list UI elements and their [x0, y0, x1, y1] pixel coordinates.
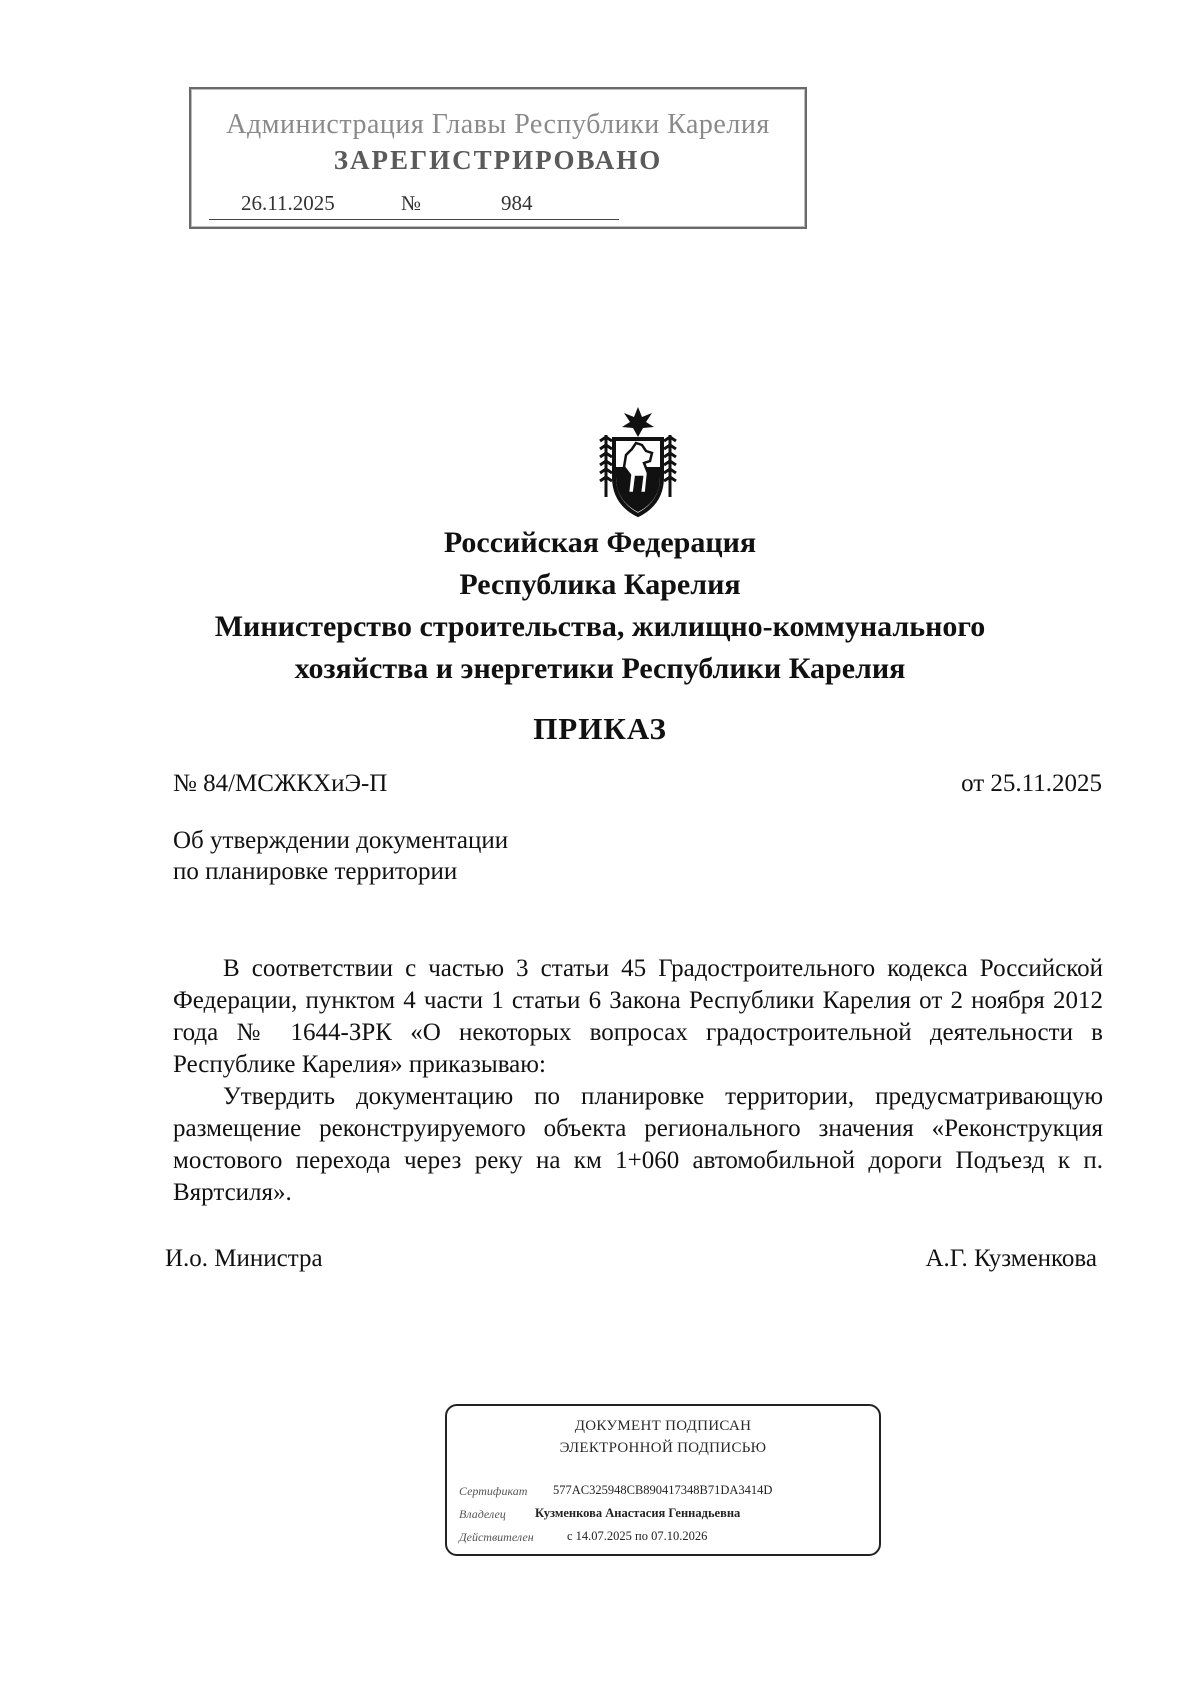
esig-owner-value: Кузменкова Анастасия Геннадьевна — [535, 1506, 741, 1520]
esig-certificate-label: Сертификат — [459, 1484, 528, 1498]
signatory-position: И.о. Министра — [165, 1245, 323, 1272]
registration-stamp-title: Администрация Главы Республики Карелия — [226, 109, 770, 140]
signatory-name: А.Г. Кузменкова — [925, 1245, 1097, 1272]
header-country: Российская Федерация — [443, 526, 757, 559]
registration-date: 26.11.2025 — [241, 191, 335, 215]
order-subject-line1: Об утверждении документации — [173, 827, 509, 854]
registration-stamp-status: ЗАРЕГИСТРИРОВАНО — [333, 145, 663, 175]
body-paragraph-1: В соответствии с частью 3 статьи 45 Градостроительного кодекса Российской Федерации, пунктом 4 части 1 статьи 6 Закона Республики Карелия от 2 ноября 2012 года № 1644-ЗРК «О некоторых вопросах градостроительной деятельности в Республике Карелия» приказываю: — [173, 955, 1103, 1078]
order-subject-line2: по планировке территории — [173, 858, 458, 885]
order-number: № 84/МСЖКХиЭ-П — [173, 770, 388, 797]
registration-number-sign: № — [401, 191, 422, 215]
esig-heading-line2: ЭЛЕКТРОННОЙ ПОДПИСЬЮ — [559, 1440, 767, 1456]
esig-certificate-value: 577AC325948CB890417348B71DA3414D — [553, 1483, 773, 1497]
header-ministry-line1: Министерство строительства, жилищно-коммунального — [214, 610, 986, 643]
order-date: от 25.11.2025 — [961, 770, 1102, 797]
order-subject — [173, 825, 508, 887]
registration-stamp — [189, 87, 807, 229]
esig-validity-value: с 14.07.2025 по 07.10.2026 — [567, 1529, 708, 1543]
body-paragraph-2: Утвердить документацию по планировке территории, предусматривающую размещение реконструируемого объекта регионального значения «Реконструкция мостового перехода через реку на км 1+060 автомобильной дороги Подъезд к п. Вяртсиля». — [173, 1083, 1103, 1206]
esig-heading-line1: ДОКУМЕНТ ПОДПИСАН — [574, 1418, 752, 1434]
header-republic: Республика Карелия — [459, 568, 741, 601]
karelia-coat-of-arms-icon — [592, 405, 684, 523]
header-ministry-line2: хозяйства и энергетики Республики Карелия — [294, 652, 906, 685]
registration-number: 984 — [501, 191, 533, 215]
esig-owner-label: Владелец — [459, 1507, 506, 1521]
order-title: ПРИКАЗ — [533, 711, 667, 746]
electronic-signature-stamp — [445, 1404, 881, 1556]
esig-validity-label: Действителен — [459, 1530, 534, 1544]
